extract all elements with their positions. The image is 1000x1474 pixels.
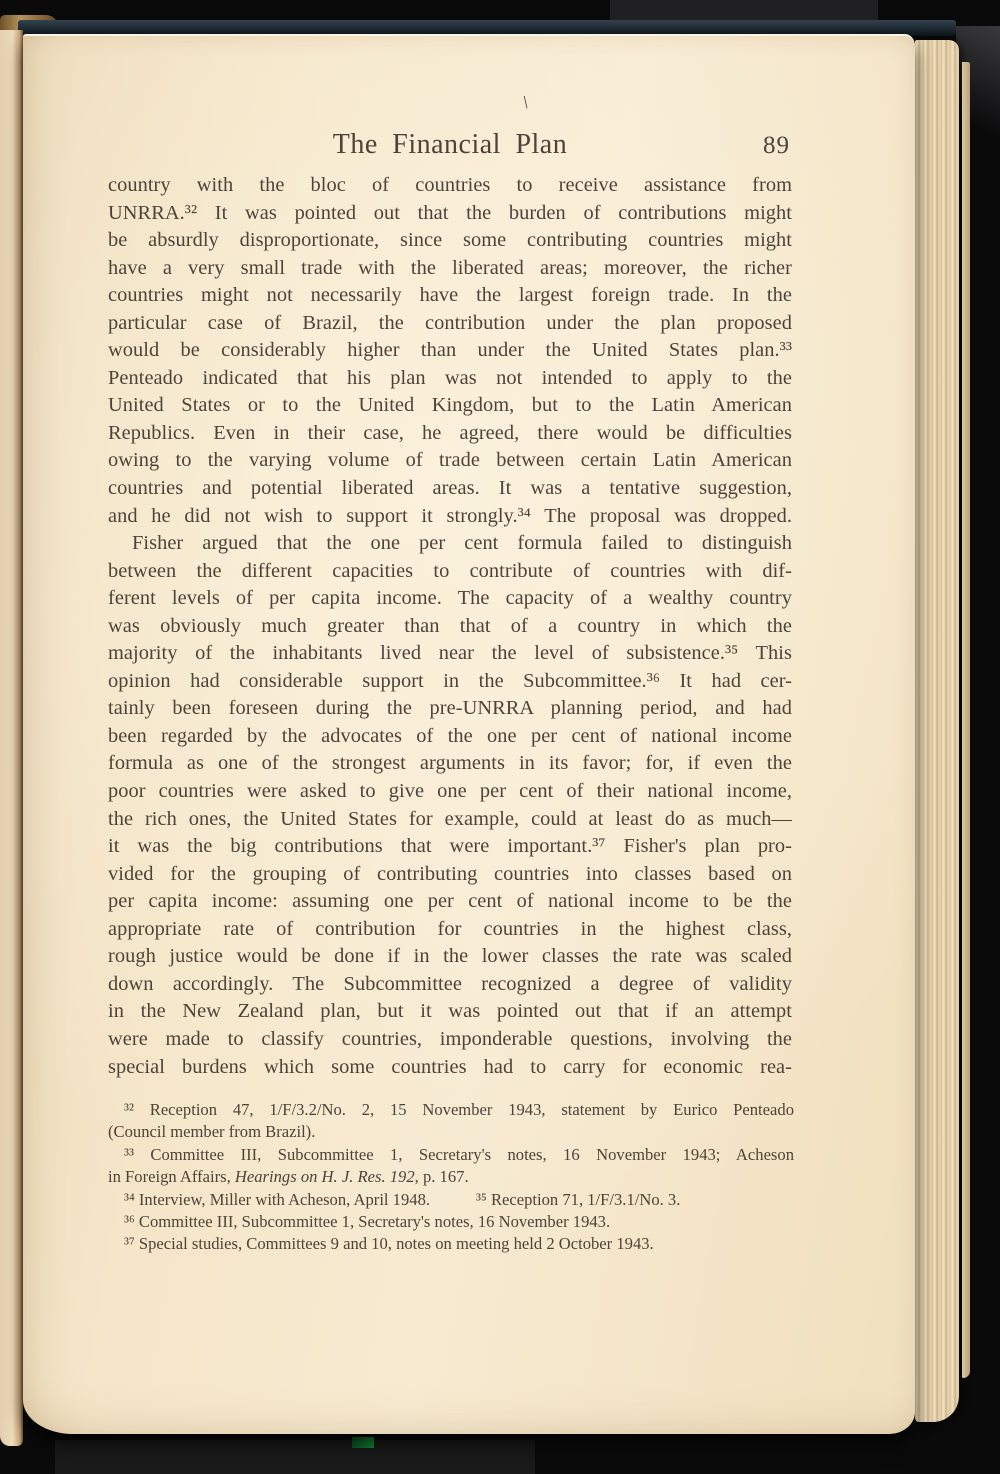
body-line: countries might not necessarily have the largest foreign trade. In the [108, 284, 792, 307]
body-line: and he did not wish to support it strongly.³⁴ The proposal was dropped. [108, 504, 792, 527]
body-line: have a very small trade with the liberated areas; moreover, the richer [108, 256, 792, 279]
footnote-line [108, 1166, 794, 1188]
book-page [23, 34, 915, 1434]
stray-pen-mark: \ [522, 91, 530, 113]
chapter-title: The Financial Plan [332, 129, 568, 160]
body-line: it was the big contributions that were important.³⁷ Fisher's plan pro- [108, 835, 792, 858]
background-shadow-bottom [55, 1440, 535, 1474]
body-line: United States or to the United Kingdom, but to the Latin American [108, 394, 792, 417]
body-line: Republics. Even in their case, he agreed, there would be difficulties [108, 421, 792, 444]
page-edge-outer-strip [962, 62, 970, 1378]
footnote-line [108, 1211, 794, 1233]
footnote-line [108, 1233, 794, 1255]
body-line: countries and potential liberated areas. It was a tentative suggestion, [108, 477, 792, 500]
body-line: UNRRA.³² It was pointed out that the burden of contributions might [108, 201, 792, 224]
page-number: 89 [763, 132, 790, 159]
body-line: rough justice would be done if in the lower classes the rate was scaled [108, 945, 792, 968]
body-line: poor countries were asked to give one per cent of their national income, [108, 780, 792, 803]
body-line: be absurdly disproportionate, since some contributing countries might [108, 229, 792, 252]
body-line: Fisher argued that the one per cent formula failed to distinguish [132, 532, 792, 555]
body-text [108, 172, 792, 1081]
footnote-text: ³³ Committee III, Subcommittee 1, Secretary's notes, 16 November 1943; Acheson [124, 1144, 794, 1164]
body-line: was obviously much greater than that of a country in which the [108, 614, 792, 637]
body-line: were made to classify countries, imponderable questions, involving the [108, 1027, 792, 1050]
footnote-text: ³⁶ Committee III, Subcommittee 1, Secretary's notes, 16 November 1943. [124, 1212, 611, 1232]
running-header [108, 126, 792, 166]
footnote-text: (Council member from Brazil). [108, 1122, 316, 1142]
body-line: special burdens which some countries had to carry for economic rea- [108, 1055, 792, 1078]
body-line: appropriate rate of contribution for countries in the highest class, [108, 917, 792, 940]
body-line: particular case of Brazil, the contribution under the plan proposed [108, 311, 792, 334]
footnotes [108, 1099, 794, 1256]
body-line: owing to the varying volume of trade between certain Latin American [108, 449, 792, 472]
footnote-citation-italic: Hearings on H. J. Res. 192 [234, 1167, 415, 1187]
footnote-text: ³⁷ Special studies, Committees 9 and 10, notes on meeting held 2 October 1943. [124, 1234, 654, 1254]
body-line: Penteado indicated that his plan was not intended to apply to the [108, 366, 792, 389]
paragraph [108, 530, 792, 1081]
footnote-text: in Foreign Affairs, [108, 1167, 235, 1187]
body-line: been regarded by the advocates of the one per cent of national income [108, 724, 792, 747]
body-line: tainly been foreseen during the pre-UNRRA planning period, and had [108, 697, 792, 720]
scanner-green-mark [352, 1437, 374, 1448]
body-line: would be considerably higher than under the United States plan.³³ [108, 339, 792, 362]
paragraph [108, 172, 792, 530]
footnote-text: ³² Reception 47, 1/F/3.2/No. 2, 15 November 1943, statement by Eurico Penteado [124, 1100, 794, 1119]
footnote-text: , p. 167. [414, 1167, 469, 1187]
body-line: opinion had considerable support in the Subcommittee.³⁶ It had cer- [108, 669, 792, 692]
body-line: the rich ones, the United States for example, could at least do as much— [108, 807, 792, 830]
facing-page-edge [0, 30, 23, 1446]
footnote-text: ³⁵ Reception 71, 1/F/3.1/No. 3. [476, 1189, 681, 1209]
footnote-line [108, 1099, 794, 1121]
body-line: ferent levels of per capita income. The capacity of a wealthy country [108, 587, 792, 610]
body-line: in the New Zealand plan, but it was pointed out that if an attempt [108, 1000, 792, 1023]
footnote-line [108, 1144, 794, 1166]
body-line: majority of the inhabitants lived near the level of subsistence.³⁵ This [108, 642, 792, 665]
body-line: down accordingly. The Subcommittee recognized a degree of validity [108, 972, 792, 995]
footnote-text: ³⁴ Interview, Miller with Acheson, April 1948. [124, 1189, 431, 1209]
footnote-line [108, 1121, 794, 1143]
body-line: vided for the grouping of contributing countries into classes based on [108, 862, 792, 885]
body-line: between the different capacities to contribute of countries with dif- [108, 559, 792, 582]
body-line: per capita income: assuming one per cent of national income to be the [108, 890, 792, 913]
body-line: formula as one of the strongest arguments in its favor; for, if even the [108, 752, 792, 775]
page-edge-stack [915, 40, 959, 1422]
body-line: country with the bloc of countries to receive assistance from [108, 174, 792, 196]
footnote-line [108, 1189, 794, 1211]
